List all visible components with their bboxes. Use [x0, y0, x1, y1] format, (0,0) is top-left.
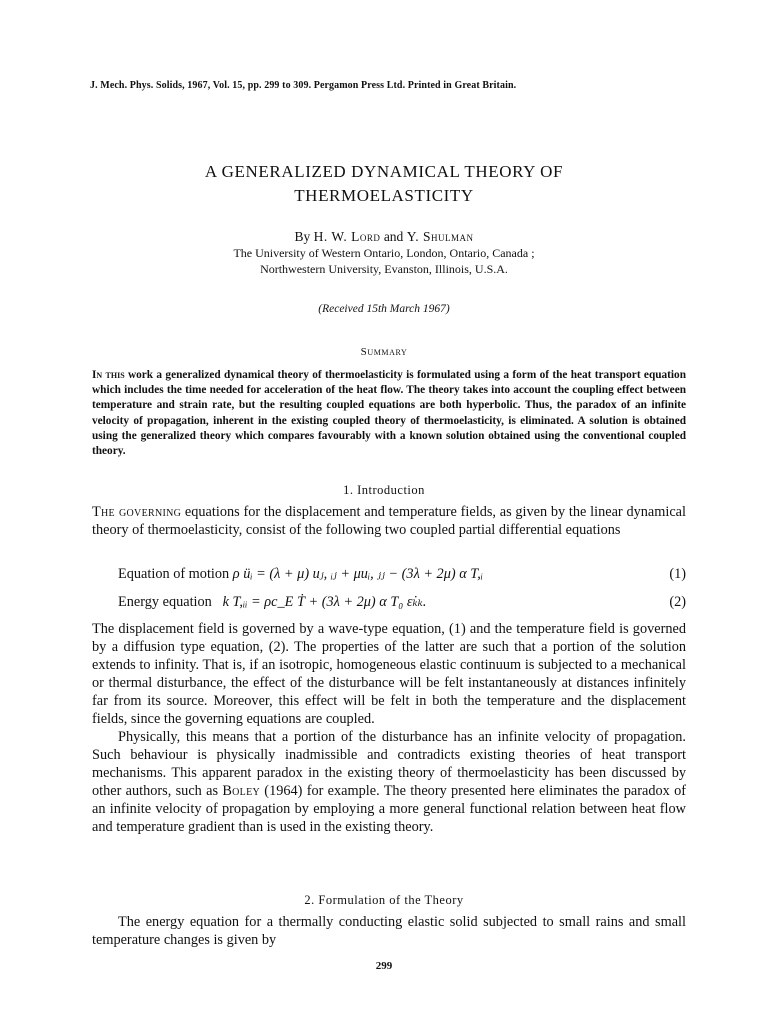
- section-1-heading: 1. Introduction: [343, 483, 425, 497]
- summary-heading: Summary: [360, 346, 408, 358]
- equation-2-body: [118, 594, 426, 611]
- affiliation-2: Northwestern University, Evanston, Illinois, U.S.A.: [260, 262, 508, 276]
- equation-1-body: [118, 566, 483, 583]
- received-date: (Received 15th March 1967): [318, 303, 450, 315]
- author-1: H. W. Lord: [313, 229, 381, 244]
- paragraph-3-a: Physically, this means that a portion of the disturbance has an infinite velocity of propagation. Such behaviour is physically inadmissible and contradicts existing theories of heat transport mechanisms. This apparent paradox in the existing theory of thermoelasticity has been discussed by other authors, such as: [92, 729, 686, 799]
- equation-1: [118, 566, 686, 586]
- equation-1-label: Equation of motion: [118, 566, 230, 582]
- citation-boley: Boley: [222, 783, 261, 799]
- paragraph-3-b: (1964) for example. The theory presented here eliminates the paradox of an infinite velocity of propagation by employing a more general functional relation between heat flow and temperature gradient than is used in the existing theory.: [92, 783, 687, 835]
- intro-text: equations for the displacement and temperature fields, as given by the linear dynamical theory of thermoelasticity, consist of the following two coupled partial differential equations: [92, 504, 686, 538]
- abstract-lead: In this: [92, 369, 125, 381]
- affiliation-1: The University of Western Ontario, London, Ontario, Canada ;: [233, 246, 535, 260]
- equation-2: [118, 594, 686, 614]
- paragraph-4: The energy equation for a thermally conducting elastic solid subjected to small rains and small temperature changes is given by: [92, 914, 686, 948]
- equation-1-number: (1): [669, 566, 686, 582]
- section-2-heading: 2. Formulation of the Theory: [304, 893, 464, 907]
- author-2: Y. Shulman: [406, 229, 474, 244]
- equation-2-label: Energy equation: [118, 594, 212, 610]
- equation-2-math: k T,ᵢᵢ = ρc_E Ṫ + (3λ + 2μ) α T₀ ε̇ₖₖ.: [222, 594, 427, 610]
- title-line-1: A GENERALIZED DYNAMICAL THEORY OF: [204, 162, 564, 181]
- byline-by: By: [294, 229, 311, 244]
- paragraph-3: [92, 728, 686, 836]
- body-paragraphs: [92, 620, 686, 836]
- byline-and: and: [383, 229, 404, 244]
- intro-lead: The governing: [92, 504, 182, 520]
- equation-1-math: ρ üᵢ = (λ + μ) uⱼ, ᵢⱼ + μuᵢ, ⱼⱼ − (3λ + 2μ) α T,ᵢ: [232, 566, 484, 582]
- title-line-2: THERMOELASTICITY: [294, 186, 474, 205]
- intro-paragraph: [92, 503, 686, 539]
- paper-title: [0, 160, 768, 208]
- equation-2-number: (2): [669, 594, 686, 610]
- abstract: [92, 368, 686, 459]
- paragraph-2: The displacement field is governed by a wave-type equation, (1) and the temperature field is governed by a diffusion type equation, (2). The properties of the latter are such that a portion of the solution extends to infinity. That is, if an isotropic, homogeneous elastic continuum is subjected to a mechanical or thermal disturbance, the effect of the disturbance will be felt instantaneously at distances infinitely far from its source. Moreover, this effect will be felt in both the temperature and the displacement fields, since the governing equations are coupled.: [92, 621, 686, 727]
- abstract-text: work a generalized dynamical theory of thermoelasticity is formulated using a form of the heat transport equation which includes the time needed for acceleration of the heat flow. The theory takes into account the coupling effect between temperature and strain rate, but the resulting coupled equations are both hyperbolic. Thus, the paradox of an infinite velocity of propagation, inherent in the existing coupled theory of thermoelasticity, is eliminated. A solution is obtained using the generalized theory which compares favourably with a known solution obtained using the conventional coupled theory.: [92, 369, 686, 458]
- page-number: 299: [375, 960, 393, 972]
- author-byline: [0, 229, 768, 245]
- affiliations: [0, 245, 768, 277]
- journal-citation: J. Mech. Phys. Solids, 1967, Vol. 15, pp. 299 to 309. Pergamon Press Ltd. Printed in Great Britain.: [90, 80, 517, 91]
- section-2-paragraph: [92, 913, 686, 949]
